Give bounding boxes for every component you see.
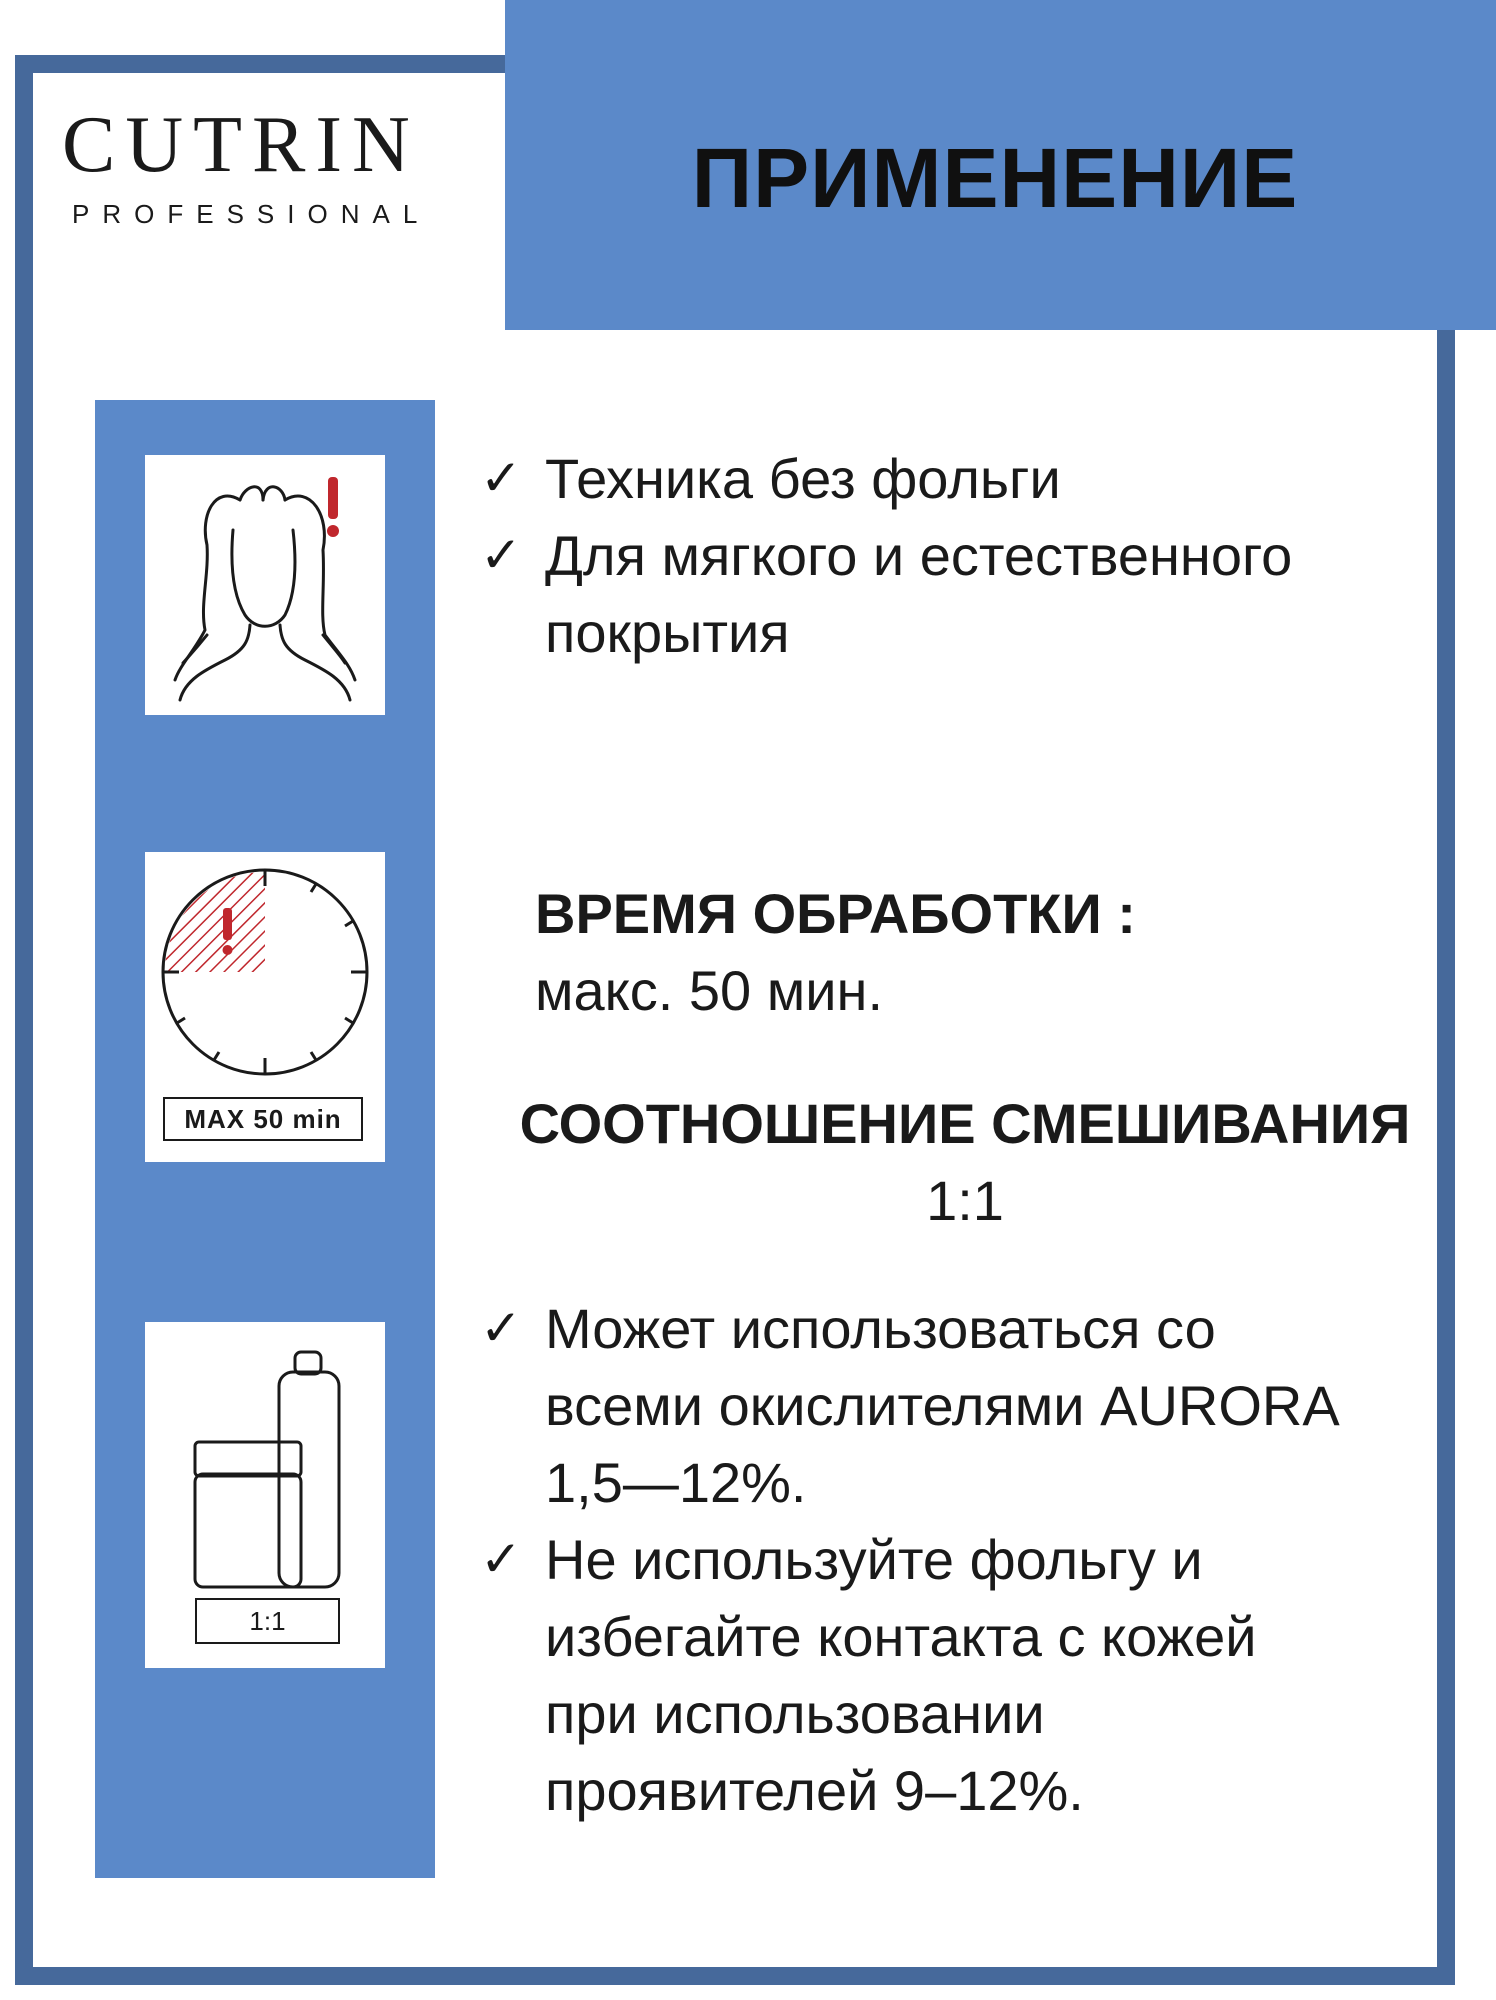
checkmark-icon: ✓ xyxy=(480,450,522,506)
clock-label: MAX 50 min xyxy=(184,1104,342,1134)
mix-label-box xyxy=(195,1598,340,1644)
list-item xyxy=(470,517,1445,671)
hair-head-exclamation-icon xyxy=(145,455,385,715)
list-item xyxy=(470,1290,1370,1521)
checkmark-icon: ✓ xyxy=(480,1300,522,1356)
list-item-text: Не используйте фольгу и избегайте контакта с кожей при использовании проявителей 9–12%. xyxy=(545,1528,1257,1822)
clock-label-box xyxy=(163,1097,363,1141)
list-item-text: Может использоваться со всеми окислителями AURORA 1,5—12%. xyxy=(545,1297,1337,1514)
processing-title: ВРЕМЯ ОБРАБОТКИ xyxy=(535,882,1102,945)
processing-value: макс. 50 мин. xyxy=(535,959,884,1022)
mixing-value: 1:1 xyxy=(926,1169,1004,1232)
list-item xyxy=(470,440,1430,517)
processing-colon: : xyxy=(1117,882,1136,945)
bottles-mix-icon xyxy=(145,1322,385,1592)
clock-icon-card xyxy=(145,852,385,1162)
clock-icon xyxy=(145,852,385,1102)
top-checklist xyxy=(470,440,1430,671)
mixing-title: СООТНОШЕНИЕ СМЕШИВАНИЯ xyxy=(519,1092,1411,1155)
page-title: ПРИМЕНЕНИЕ xyxy=(691,131,1299,225)
checkmark-icon: ✓ xyxy=(480,1531,522,1587)
bottom-checklist xyxy=(470,1290,1370,1829)
checkmark-icon: ✓ xyxy=(480,527,522,583)
mix-label: 1:1 xyxy=(249,1606,286,1636)
brand-subtitle: PROFESSIONAL xyxy=(72,199,431,229)
list-item-text: Для мягкого и естественного покрытия xyxy=(545,524,1293,664)
mix-icon-card xyxy=(145,1322,385,1668)
mixing-ratio xyxy=(510,1085,1420,1239)
brand-logo xyxy=(62,101,462,230)
hair-icon-card xyxy=(145,455,385,715)
processing-time xyxy=(535,875,1495,1029)
list-item-text: Техника без фольги xyxy=(545,447,1061,510)
brand-name: CUTRIN xyxy=(62,101,420,189)
list-item xyxy=(470,1521,1370,1829)
